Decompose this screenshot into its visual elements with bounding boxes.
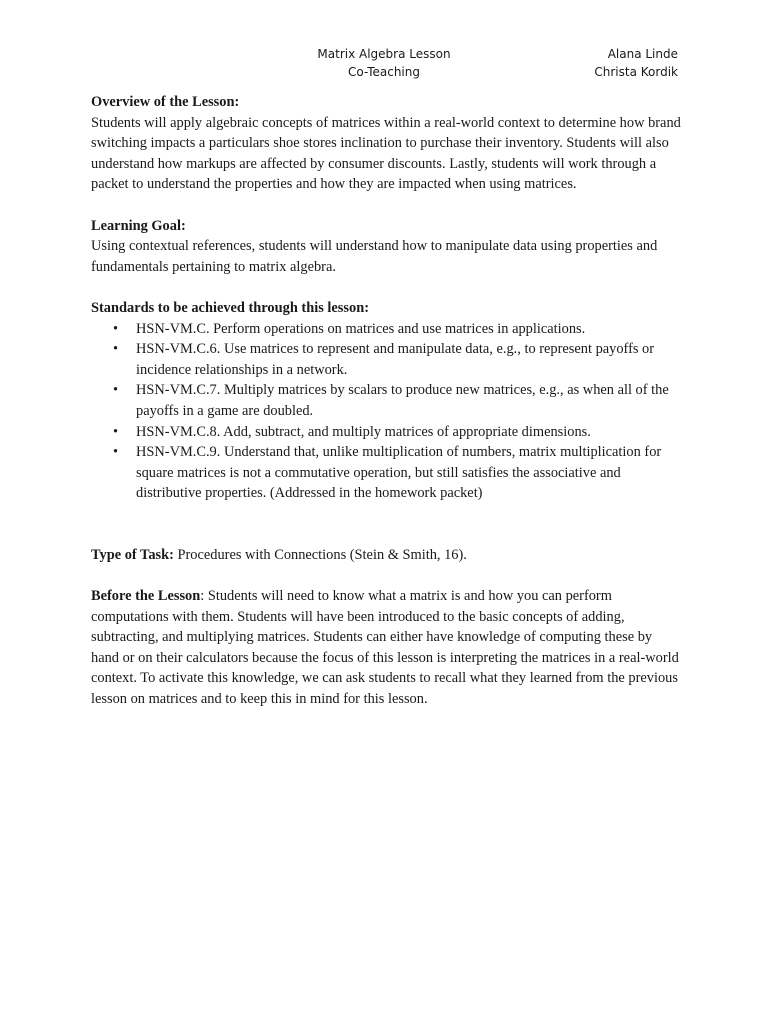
standards-list — [91, 319, 681, 504]
list-item — [113, 442, 681, 504]
author-name: Christa Kordik — [594, 65, 678, 79]
overview-text: Students will apply algebraic concepts of matrices within a real-world context to determine how brand switching impacts a particulars shoe stores inclination to purchase their inventory. Students will also understand how markups are affected by consumer discounts. Lastly, students will work through a packet to understand the properties and how they are impacted when using matrices. — [91, 114, 681, 193]
lesson-subtitle: Co-Teaching — [348, 65, 420, 79]
standard-text: HSN-VM.C.9. Understand that, unlike multiplication of numbers, matrix multiplication for square matrices is not a commutative operation, but still satisfies the associative and distributive properties. (Addressed in the homework packet) — [136, 444, 662, 502]
standard-text: HSN-VM.C.8. Add, subtract, and multiply matrices of appropriate dimensions. — [136, 423, 591, 440]
bullet: • — [113, 444, 119, 461]
learning-goal-text: Using contextual references, students will understand how to manipulate data using properties and fundamentals pertaining to matrix algebra. — [91, 238, 658, 275]
standard-text: HSN-VM.C.6. Use matrices to represent and manipulate data, e.g., to represent payoffs or incidence relationships in a network. — [136, 341, 655, 378]
standards-section — [91, 298, 681, 504]
standard-text: HSN-VM.C.7. Multiply matrices by scalars to produce new matrices, e.g., as when all of the payoffs in a game are doubled. — [136, 382, 669, 419]
overview-heading: Overview of the Lesson: — [91, 94, 240, 110]
list-item — [113, 422, 681, 443]
list-item — [113, 380, 681, 421]
header-authors — [518, 45, 678, 81]
standard-text: HSN-VM.C. Perform operations on matrices and use matrices in applications. — [136, 320, 586, 337]
bullet: • — [113, 382, 119, 399]
bullet: • — [113, 341, 119, 358]
task-type-text: Procedures with Connections (Stein & Smith, 16). — [173, 546, 467, 563]
task-type-line — [91, 545, 681, 566]
before-lesson-label: Before the Lesson — [91, 588, 201, 605]
author-name: Alana Linde — [607, 47, 678, 61]
learning-goal-heading: Learning Goal: — [91, 217, 186, 234]
list-item — [113, 339, 681, 380]
learning-goal-section — [91, 216, 681, 278]
page-header — [0, 45, 768, 85]
bullet: • — [113, 423, 119, 440]
header-center-block — [310, 45, 458, 81]
task-type-label: Type of Task: — [91, 546, 174, 563]
before-lesson-paragraph — [91, 586, 681, 710]
bullet: • — [113, 320, 119, 337]
lesson-title: Matrix Algebra Lesson — [317, 47, 451, 61]
before-lesson-text: : Students will need to know what a matrix is and how you can perform computations with them. Students will have been introduced to the basic concepts of adding, subtracting, and multiplying matrices. Students can either have knowledge of computing these by hand or on their calculators because the focus of this lesson is interpreting the matrices in a real-world context. To activate this knowledge, we can ask students to recall what they learned from the previous lesson on matrices and to keep this in mind for this lesson. — [91, 588, 679, 708]
standards-heading: Standards to be achieved through this lesson: — [91, 299, 369, 316]
list-item — [113, 319, 681, 340]
overview-section — [91, 92, 681, 195]
document-body — [91, 92, 681, 710]
